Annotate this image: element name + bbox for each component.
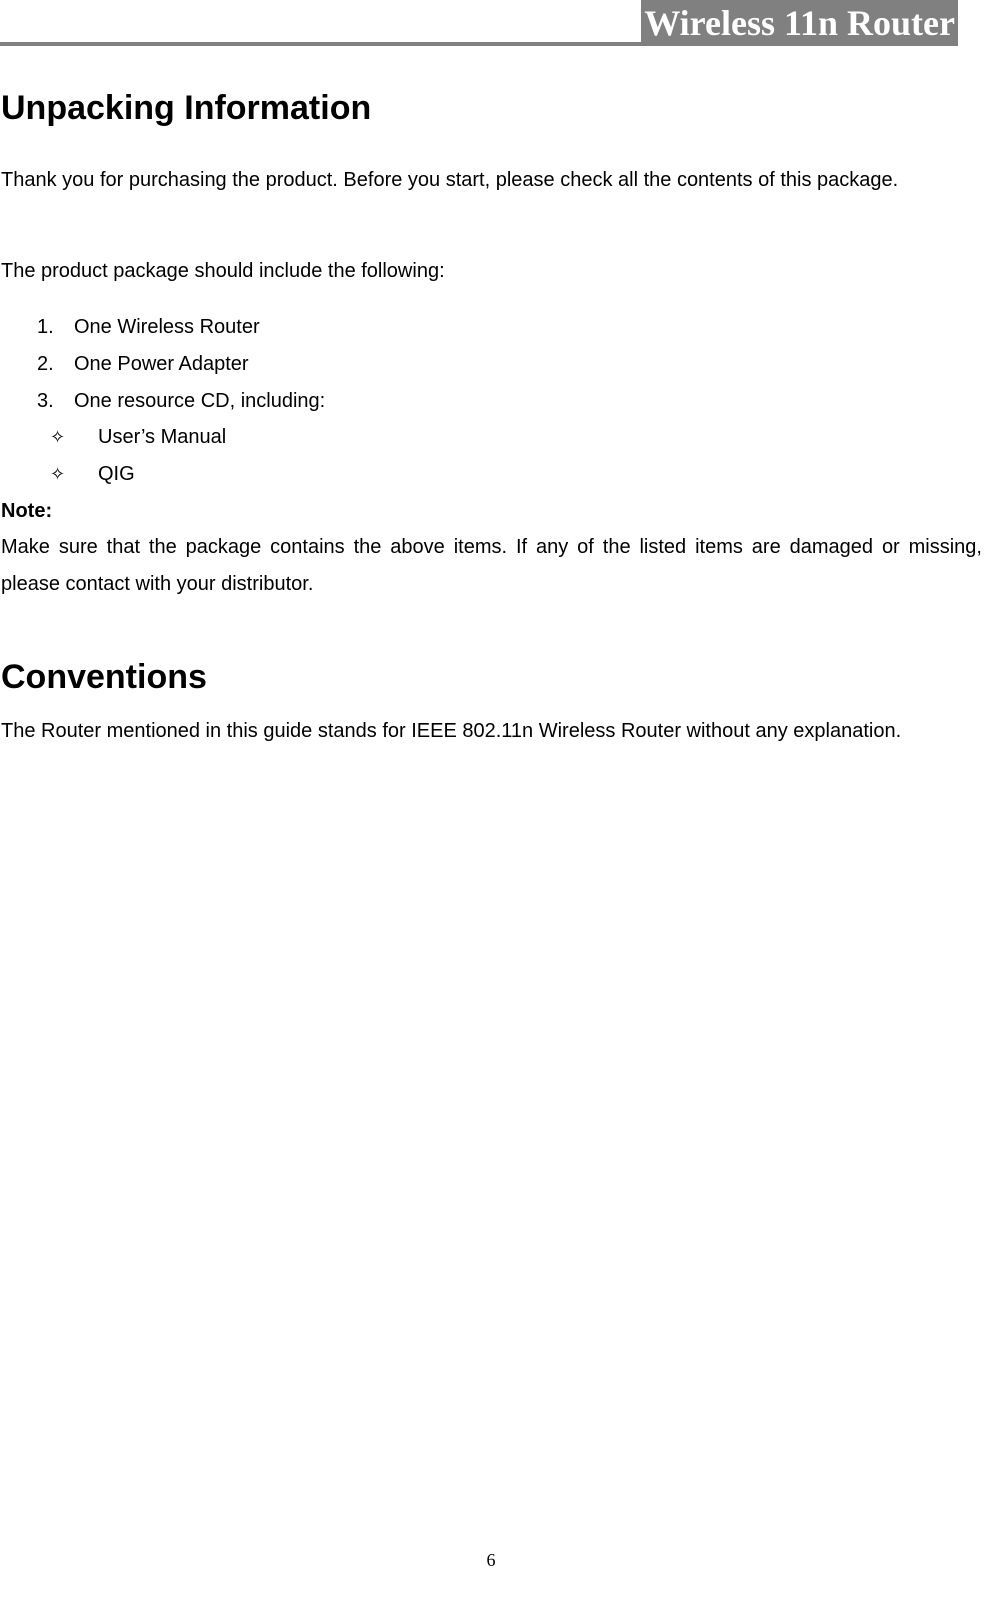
- package-items-list: [0, 309, 325, 420]
- list-item-number: 3.: [37, 390, 54, 412]
- package-include-text: The product package should include the following:: [1, 260, 445, 282]
- unpacking-heading: Unpacking Information: [1, 89, 372, 127]
- list-item: [0, 309, 325, 346]
- sub-list-item-label: User’s Manual: [98, 426, 227, 448]
- conventions-text: The Router mentioned in this guide stands for IEEE 802.11n Wireless Router without any explanation.: [1, 720, 902, 742]
- four-point-star-bullet-icon: ✧: [50, 464, 66, 485]
- page-number: 6: [486, 1550, 496, 1570]
- note-text: Make sure that the package contains the above items. If any of the listed items are damaged or missing, please contact with your distributor.: [1, 536, 982, 595]
- list-item: [0, 346, 325, 383]
- conventions-heading: Conventions: [1, 658, 207, 696]
- list-item: [0, 383, 325, 420]
- header-title: Wireless 11n Router: [641, 0, 958, 46]
- unpacking-intro: Thank you for purchasing the product. Before you start, please check all the contents of this package.: [1, 169, 899, 191]
- list-item-label: One Power Adapter: [74, 353, 249, 375]
- cd-contents-list: [0, 419, 226, 493]
- list-item-number: 2.: [37, 353, 54, 375]
- note-label: Note:: [1, 500, 53, 522]
- sub-list-item: [0, 456, 226, 493]
- list-item-label: One Wireless Router: [74, 316, 260, 338]
- sub-list-item: [0, 419, 226, 456]
- list-item-number: 1.: [37, 316, 54, 338]
- four-point-star-bullet-icon: ✧: [50, 427, 66, 448]
- list-item-label: One resource CD, including:: [74, 390, 326, 412]
- sub-list-item-label: QIG: [98, 463, 135, 485]
